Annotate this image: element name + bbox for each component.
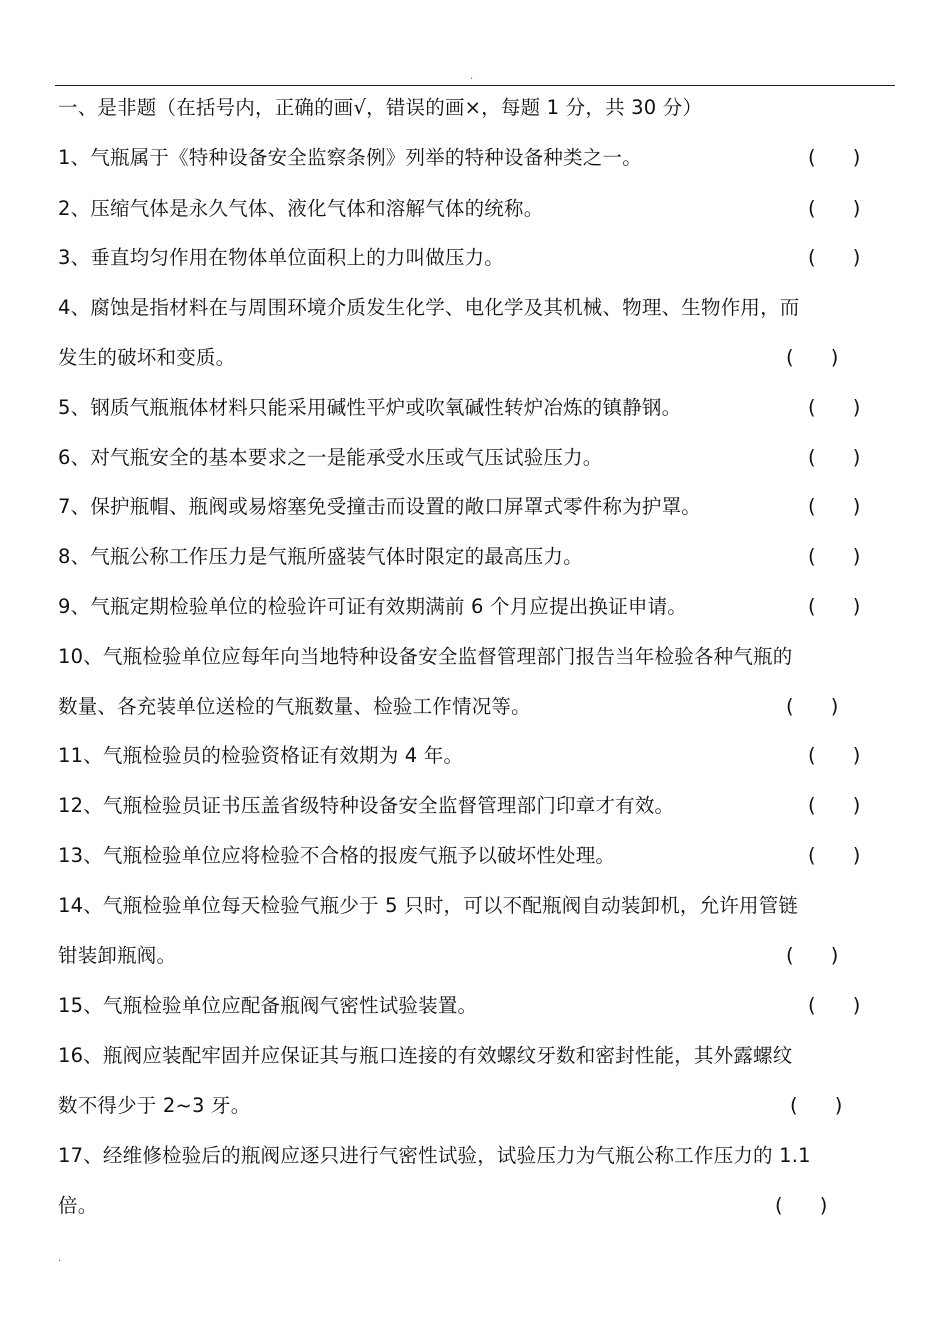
question-12-line-1: 12、气瓶检验员证书压盖省级特种设备安全监督管理部门印章才有效。 [58,794,675,817]
question-3-line-1: 3、垂直均匀作用在物体单位面积上的力叫做压力。 [58,246,505,269]
answer-blank-14[interactable]: ( ) [786,944,839,967]
question-9-line-1: 9、气瓶定期检验单位的检验许可证有效期满前 6 个月应提出换证申请。 [58,595,688,618]
answer-blank-16[interactable]: ( ) [790,1094,843,1117]
question-11-line-1: 11、气瓶检验员的检验资格证有效期为 4 年。 [58,744,464,767]
question-7-line-1: 7、保护瓶帽、瓶阀或易熔塞免受撞击而设置的敞口屏罩式零件称为护罩。 [58,495,702,518]
question-13-line-1: 13、气瓶检验单位应将检验不合格的报废气瓶予以破坏性处理。 [58,844,616,867]
answer-blank-1[interactable]: ( ) [808,146,861,169]
question-6-line-1: 6、对气瓶安全的基本要求之一是能承受水压或气压试验压力。 [58,446,603,469]
answer-blank-6[interactable]: ( ) [808,446,861,469]
question-10-line-1: 10、气瓶检验单位应每年向当地特种设备安全监督管理部门报告当年检验各种气瓶的 [58,645,793,668]
question-17-line-1: 17、经维修检验后的瓶阀应逐只进行气密性试验，试验压力为气瓶公称工作压力的 1.1 [58,1144,811,1167]
answer-blank-15[interactable]: ( ) [808,994,861,1017]
question-2-line-1: 2、压缩气体是永久气体、液化气体和溶解气体的统称。 [58,197,544,220]
question-10-line-2: 数量、各充装单位送检的气瓶数量、检验工作情况等。 [58,695,531,718]
question-8-line-1: 8、气瓶公称工作压力是气瓶所盛装气体时限定的最高压力。 [58,545,583,568]
answer-blank-5[interactable]: ( ) [808,396,861,419]
question-14-line-1: 14、气瓶检验单位每天检验气瓶少于 5 只时，可以不配瓶阀自动装卸机，允许用管链 [58,894,799,917]
header-rule [55,85,895,86]
question-1-line-1: 1、气瓶属于《特种设备安全监察条例》列举的特种设备种类之一。 [58,146,642,169]
answer-blank-12[interactable]: ( ) [808,794,861,817]
answer-blank-4[interactable]: ( ) [786,346,839,369]
question-4-line-1: 4、腐蚀是指材料在与周围环境介质发生化学、电化学及其机械、物理、生物作用，而 [58,296,800,319]
answer-blank-2[interactable]: ( ) [808,197,861,220]
footer-mark: . [58,1253,62,1264]
answer-blank-9[interactable]: ( ) [808,595,861,618]
question-16-line-1: 16、瓶阀应装配牢固并应保证其与瓶口连接的有效螺纹牙数和密封性能，其外露螺纹 [58,1044,793,1067]
question-17-line-2: 倍。 [58,1194,98,1217]
answer-blank-10[interactable]: ( ) [786,695,839,718]
question-5-line-1: 5、钢质气瓶瓶体材料只能采用碱性平炉或吹氧碱性转炉冶炼的镇静钢。 [58,396,682,419]
question-14-line-2: 钳装卸瓶阀。 [58,944,177,967]
answer-blank-13[interactable]: ( ) [808,844,861,867]
answer-blank-7[interactable]: ( ) [808,495,861,518]
question-15-line-1: 15、气瓶检验单位应配备瓶阀气密性试验装置。 [58,994,478,1017]
answer-blank-3[interactable]: ( ) [808,246,861,269]
question-4-line-2: 发生的破坏和变质。 [58,346,236,369]
header-mark: . [470,71,474,82]
answer-blank-8[interactable]: ( ) [808,545,861,568]
answer-blank-17[interactable]: ( ) [775,1194,828,1217]
answer-blank-11[interactable]: ( ) [808,744,861,767]
section-title: 一、是非题（在括号内，正确的画√，错误的画×，每题 1 分，共 30 分） [58,96,703,119]
question-16-line-2: 数不得少于 2~3 牙。 [58,1094,251,1117]
